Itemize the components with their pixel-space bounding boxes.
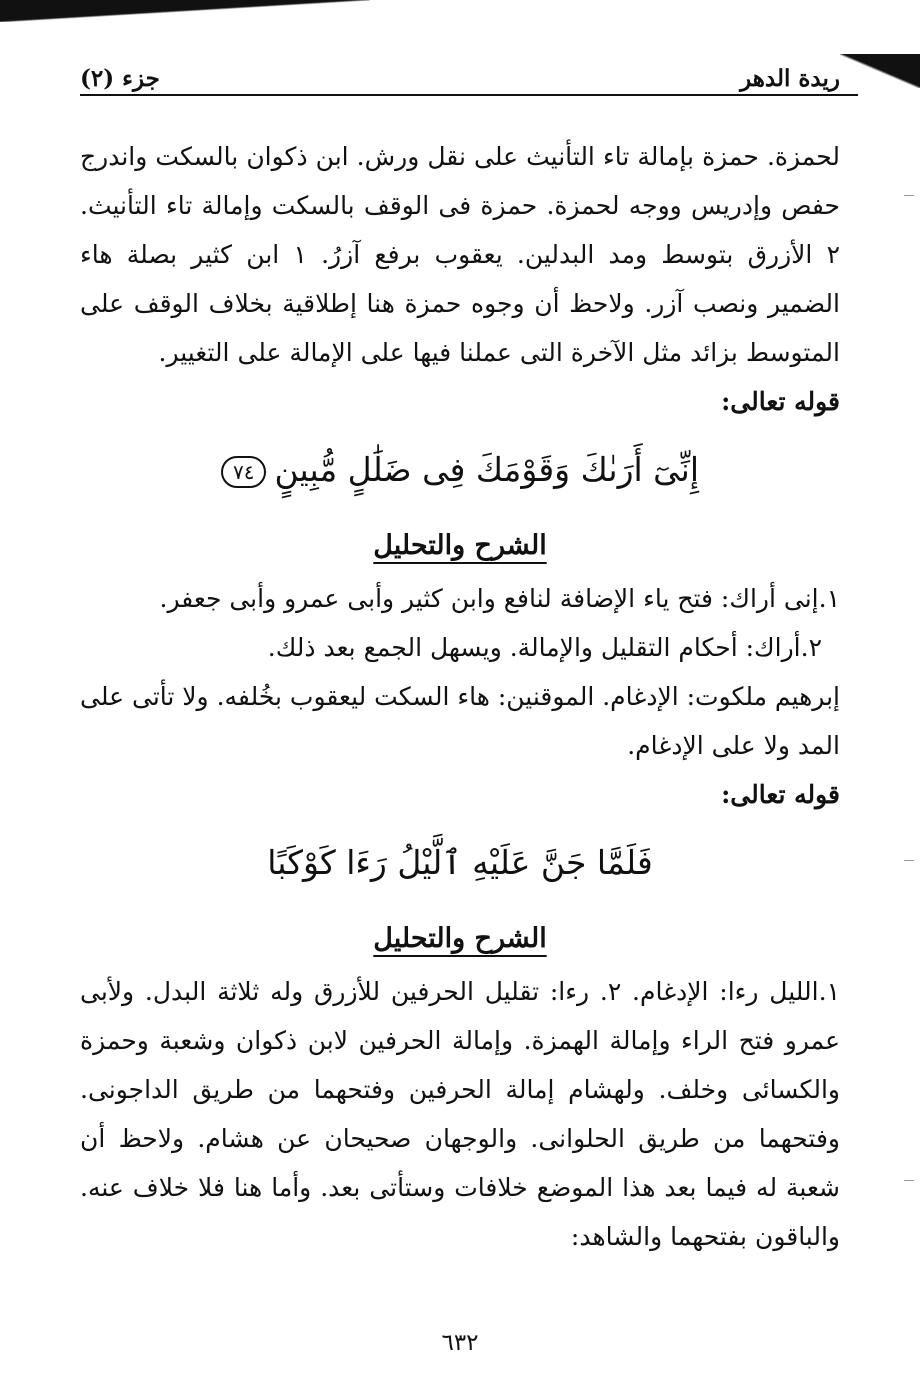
book-title: ريدة الدهر — [740, 64, 840, 92]
running-header — [80, 60, 840, 96]
section-title-text: الشرح والتحليل — [373, 923, 547, 954]
section-title — [80, 522, 840, 570]
scan-shadow-right — [840, 54, 920, 88]
section-title-text: الشرح والتحليل — [373, 530, 547, 561]
page-number: ٦٣٢ — [441, 1330, 479, 1356]
volume-label: جزء (٢) — [80, 64, 160, 92]
section-title — [80, 915, 840, 963]
paragraph: ٢.أراك: أحكام التقليل والإمالة. ويسهل الجمع بعد ذلك. — [267, 633, 822, 662]
verse-text: فَلَمَّا جَنَّ عَلَيْهِ ٱلَّيْلُ رَءَا كَوْكَبًا — [267, 843, 653, 882]
page-body — [80, 132, 840, 1261]
quran-verse — [80, 440, 840, 500]
scan-edge-mark — [904, 1180, 914, 1181]
verse-intro-label: قوله تعالى: — [721, 780, 840, 809]
paragraph: ١.إنى أراك: فتح ياء الإضافة لنافع وابن كثير وأبى عمرو وأبى جعفر. — [159, 584, 840, 613]
scan-edge-mark — [904, 195, 914, 196]
scan-shadow-top — [0, 0, 370, 22]
quran-verse — [80, 833, 840, 893]
paragraph: لحمزة. حمزة بإمالة تاء التأنيث على نقل ورش. ابن ذكوان بالسكت واندرج حفص وإدريس ووجه لحمزة. حمزة فى الوقف بالسكت وإمالة تاء التأنيث. ٢ الأزرق بتوسط ومد البدلين. يعقوب برفع آزرُ. ١ ابن كثير بصلة هاء الضمير ونصب آزر. ولاحظ أن وجوه حمزة هنا إطلاقية بخلاف الوقف على المتوسط بزائد مثل الآخرة التى عملنا فيها على الإمالة على التغيير. — [80, 142, 840, 367]
verse-text: إِنِّىٓ أَرَىٰكَ وَقَوْمَكَ فِى ضَلَٰلٍ مُّبِينٍ — [274, 450, 700, 489]
verse-number-mark: ٧٤ — [221, 456, 266, 488]
paragraph: ١.الليل رءا: الإدغام. ٢. رءا: تقليل الحرفين للأزرق وله ثلاثة البدل. ولأبى عمرو فتح الراء وإمالة الهمزة. وإمالة الحرفين لابن ذكوان وشعبة وحمزة والكسائى وخلف. ولهشام إمالة الحرفين وفتحهما من طريق الداجونى. وفتحهما من طريق الحلوانى. والوجهان صحيحان عن هشام. ولاحظ أن شعبة له فيما بعد هذا الموضع خلافات وستأتى بعد. وأما هنا فلا خلاف عنه. والباقون بفتحهما والشاهد: — [80, 977, 841, 1251]
paragraph: إبرهيم ملكوت: الإدغام. الموقنين: هاء السكت ليعقوب بخُلفه. ولا تأتى على المد ولا على الإدغام. — [80, 682, 840, 760]
verse-intro-label: قوله تعالى: — [721, 387, 840, 416]
header-rule — [80, 94, 858, 96]
scan-edge-mark — [904, 860, 914, 861]
